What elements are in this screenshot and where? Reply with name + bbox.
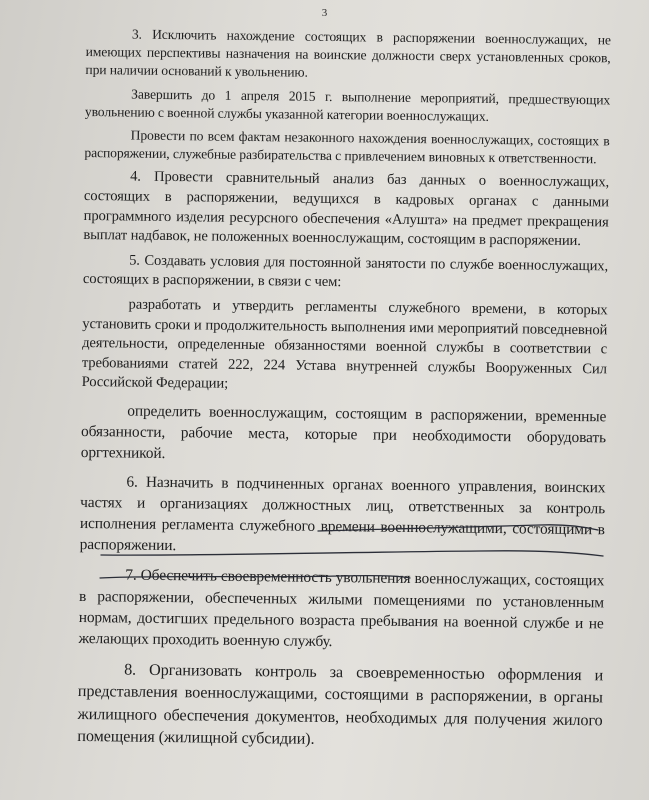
paragraph-complete-by-april: Завершить до 1 апреля 2015 г. выполнение мероприятий, предшествующих увольнению с военной службы указанной категории военнослужащих. [84, 86, 611, 124]
document-body [77, 25, 611, 753]
paragraph-5-create-conditions: 5. Создавать условия для постоянной занятости по службе военнослужащих, состоящих в распоряжении, в связи с чем: [82, 252, 609, 291]
paragraph-7-dismissal: 7. Обеспечить своевременность увольнения военнослужащих, состоящих в распоряжении, обеспеченных жилыми помещениями по установленным нормам, достигших предельного возраста пребывания на военной службе и не желающих проходить военную службу. [78, 566, 605, 651]
paragraph-define-duties: определить военнослужащим, состоящим в распоряжении, временные обязанности, рабочие места, которые при необходимости оборудовать оргтехникой. [80, 402, 607, 463]
paragraph-investigations: Провести по всем фактам незаконного нахождения военнослужащих, состоящих в распоряжении, служебные разбирательства с привлечением виновных к ответственности. [84, 127, 610, 167]
paragraph-3-exclude: 3. Исключить нахождение состоящих в распоряжении военнослужащих, не имеющих перспективы назначения на воинские должности сверх установленных сроков, при наличии оснований к увольнению. [85, 26, 611, 81]
paragraph-8-housing-control: 8. Организовать контроль за своевременностью оформления и представления военнослужащими, состоящими в распоряжении, в органы жилищного обеспечения документов, необходимых для получения жилого помещения (жилищной субсидии). [77, 660, 604, 748]
paragraph-develop-regulations: разработать и утвердить регламенты служебного времени, в которых установить сроки и продолжительность выполнения ими мероприятий повседневной деятельности, определенные обязанностями военной службы в соответствии с требованиями статей 222, 224 Устава внутренней службы Вооруженных Сил Российской Федерации; [81, 296, 608, 393]
page-number: 3 [321, 7, 328, 19]
paragraph-6-appoint-officials: 6. Назначить в подчиненных органах военного управления, воинских частях и организациях должностных лиц, ответственных за контроль исполнения регламента служебного времени военнослужащими, состоящими в распоряжении. [79, 473, 606, 555]
paragraph-4-database-analysis: 4. Провести сравнительный анализ баз данных о военнослужащих, состоящих в распоряжении, ведущихся в кадровых органах с данными программного изделия ресурсного обеспечения «Алушта» на предмет прекращения выплат надбавок, не положенных военнослужащим, состоящим в распоряжении. [83, 168, 610, 250]
